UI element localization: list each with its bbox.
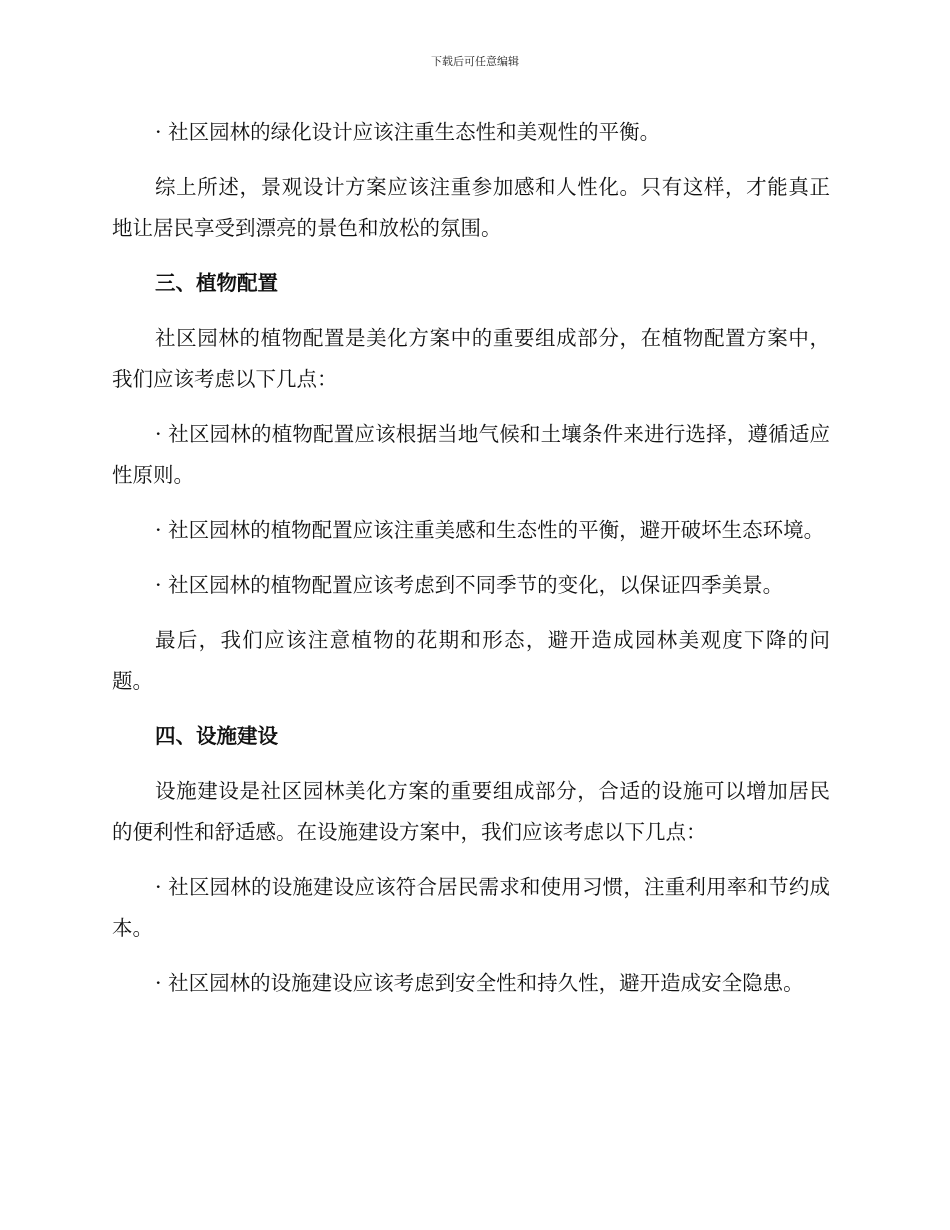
- bullet-paragraph: · 社区园林的绿化设计应该注重生态性和美观性的平衡。: [155, 120, 661, 144]
- section-heading: 三、植物配置: [155, 271, 279, 295]
- section-heading: 四、设施建设: [155, 724, 279, 748]
- body-paragraph: 社区园林的植物配置是美化方案中的重要组成部分，在植物配置方案中，我们应该考虑以下几点：: [112, 326, 830, 391]
- bullet-paragraph: · 社区园林的植物配置应该考虑到不同季节的变化，以保证四季美景。: [155, 573, 784, 597]
- bullet-paragraph: · 社区园林的植物配置应该注重美感和生态性的平衡，避开破坏生态环境。: [155, 518, 825, 542]
- bullet-paragraph: · 社区园林的设施建设应该符合居民需求和使用习惯，注重利用率和节约成本。: [112, 875, 830, 940]
- document-body: [112, 112, 830, 1004]
- bullet-paragraph: · 社区园林的设施建设应该考虑到安全性和持久性，避开造成安全隐患。: [155, 971, 804, 995]
- page-header: 下载后可任意编辑: [431, 55, 519, 68]
- bullet-paragraph: · 社区园林的植物配置应该根据当地气候和土壤条件来进行选择，遵循适应性原则。: [112, 422, 830, 487]
- body-paragraph: 综上所述，景观设计方案应该注重参加感和人性化。只有这样，才能真正地让居民享受到漂亮的景色和放松的氛围。: [112, 175, 830, 240]
- body-paragraph: 最后，我们应该注意植物的花期和形态，避开造成园林美观度下降的问题。: [112, 628, 830, 693]
- body-paragraph: 设施建设是社区园林美化方案的重要组成部分，合适的设施可以增加居民的便利性和舒适感。在设施建设方案中，我们应该考虑以下几点：: [112, 779, 830, 844]
